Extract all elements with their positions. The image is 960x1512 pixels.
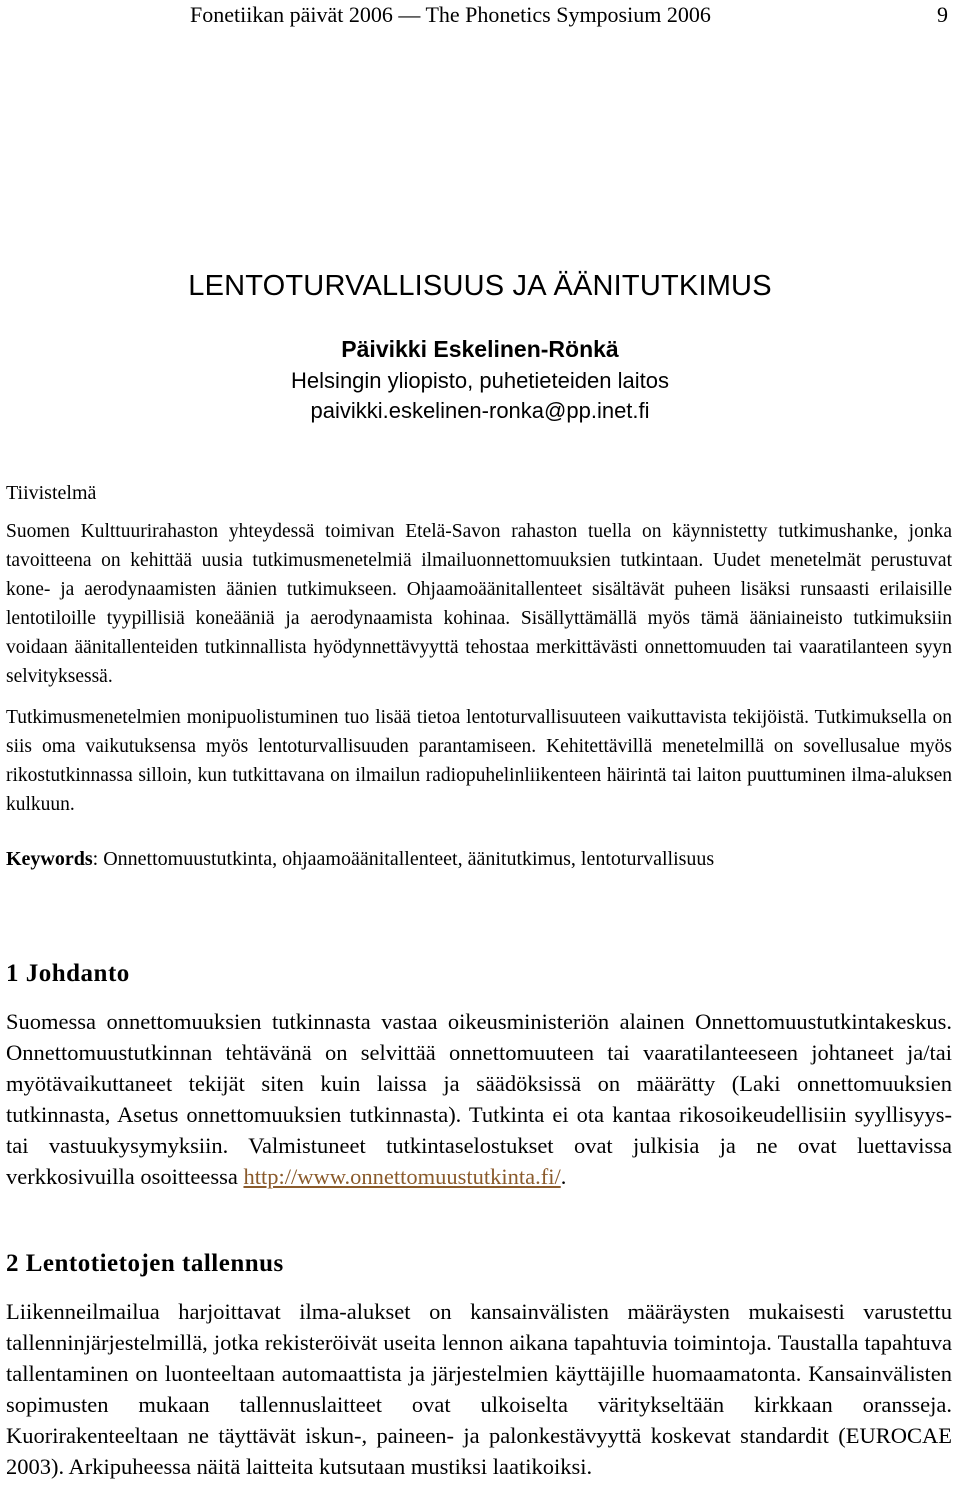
abstract-paragraph: Tutkimusmenetelmien monipuolistuminen tuo lisää tietoa lentoturvallisuuteen vaikuttavista tekijöistä. Tutkimuksella on siis oma vaikutuksensa myös lentoturvallisuuden parantamiseen. Kehitettävillä menetelmillä on sovellusalue myös rikostutkinnassa silloin, kun tutkittavana on ilmailun radiopuhelinliikenteen häirintä tai laiton puuttuminen ilma-aluksen kulkuun. — [6, 707, 952, 815]
abstract-heading: Tiivistelmä — [6, 482, 97, 504]
paper-title: LENTOTURVALLISUUS JA ÄÄNITUTKIMUS — [188, 270, 772, 302]
page-number: 9 — [937, 2, 948, 27]
section-heading-johdanto: 1 Johdanto — [6, 960, 130, 987]
keywords-text: : Onnettomuustutkinta, ohjaamoäänitallenteet, äänitutkimus, lentoturvallisuus — [92, 848, 715, 870]
author-affiliation: Helsingin yliopisto, puhetieteiden laitos — [291, 368, 669, 393]
author-name: Päivikki Eskelinen-Rönkä — [341, 336, 619, 362]
abstract-body — [6, 517, 952, 831]
section-body-johdanto — [6, 1006, 952, 1192]
keywords — [6, 848, 952, 871]
section-text-end: . — [560, 1164, 567, 1189]
keywords-label: Keywords — [6, 848, 93, 870]
section-text: Suomessa onnettomuuksien tutkinnasta vastaa oikeusministeriön alainen Onnettomuustutkintakeskus. Onnettomuustutkinnan tehtävänä on selvittää onnettomuuteen tai vaaratilanteeseen johtaneet ja/tai myötävaikuttaneet tekijät siten kuin laissa ja säädöksissä on määrätty (Laki onnettomuuksien tutkinnasta, Asetus onnettomuuksien tutkinnasta). Tutkinta ei ota kantaa rikosoikeudellisiin syyllisyys- tai vastuukysymyksiin. Valmistuneet tutkintaselostukset ovat julkisia ja ne ovat luettavissa verkkosivuilla osoitteessa — [6, 1009, 952, 1189]
onnettomuustutkinta-link[interactable]: http://www.onnettomuustutkinta.fi/ — [243, 1164, 561, 1189]
running-header: Fonetiikan päivät 2006 — The Phonetics Symposium 2006 — [190, 2, 711, 27]
abstract-paragraph: Suomen Kulttuurirahaston yhteydessä toimivan Etelä-Savon rahaston tuella on käynnistetty tutkimushanke, jonka tavoitteena on kehittää uusia tutkimusmenetelmiä ilmailuonnettomuuksien tutkintaan. Uudet menetelmät perustuvat kone- ja aerodynaamisten äänien tutkimukseen. Ohjaamoäänitallenteet sisältävät puheen lisäksi runsaasti erilaisille lentotiloille tyypillisiä koneääniä ja aerodynaamista kohinaa. Sisällyttämällä myös tämä ääniaineisto tutkimuksiin voidaan äänitallenteiden tutkinnallista hyödynnettävyyttä tehostaa merkittävästi onnettomuuden tai vaaratilanteen syyn selvityksessä. — [6, 521, 952, 687]
author-email: paivikki.eskelinen-ronka@pp.inet.fi — [310, 398, 650, 423]
section-body-lentotietojen-tallennus: Liikenneilmailua harjoittavat ilma-alukset on kansainvälisten määräysten mukaisesti varustettu tallenninjärjestelmillä, jotka rekisteröivät useita lennon aikana tapahtuvia toimintoja. Taustalla tapahtuva tallentaminen on luonteeltaan automaattista ja järjestelmien käyttäjille huomaamatonta. Kansainvälisten sopimusten mukaan tallennuslaitteet ovat ulkoiselta väritykseltään kirkkaan oransseja. Kuorirakenteeltaan ne täyttävät iskun-, paineen- ja palonkestävyyttä koskevat standardit (EUROCAE 2003). Arkipuheessa näitä laitteita kutsutaan mustiksi laatikoiksi. — [6, 1299, 952, 1479]
section-heading-lentotietojen-tallennus: 2 Lentotietojen tallennus — [6, 1250, 284, 1277]
